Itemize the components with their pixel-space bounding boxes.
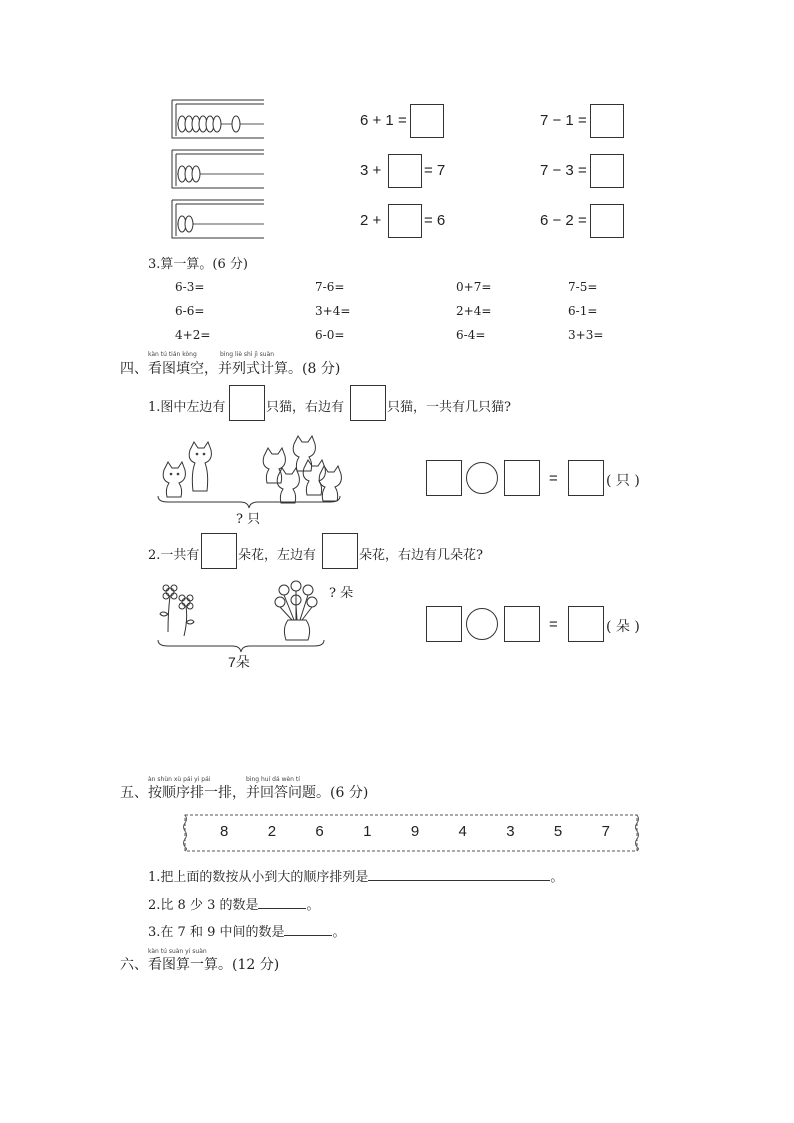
section-6-title: 六、看图算一算。(12 分) bbox=[120, 957, 280, 973]
question-text: 3.在 7 和 9 中间的数是 bbox=[148, 925, 285, 940]
answer-box[interactable] bbox=[350, 385, 386, 421]
pinyin-annotation: bìng liè shì jì suàn bbox=[220, 351, 275, 358]
strip-number: 2 bbox=[267, 823, 277, 840]
question-text: 只猫，一共有几只猫? bbox=[387, 400, 511, 415]
answer-box[interactable] bbox=[590, 154, 624, 188]
calc-item: 7-5= bbox=[568, 280, 598, 294]
unit-label: ( 朵 ) bbox=[606, 619, 640, 635]
abacus-icon bbox=[168, 98, 268, 140]
answer-box[interactable] bbox=[388, 204, 422, 238]
strip-number: 5 bbox=[553, 823, 563, 840]
answer-box[interactable] bbox=[568, 606, 604, 642]
strip-number: 8 bbox=[220, 823, 229, 840]
equation-text: 7 − 3 = bbox=[540, 162, 587, 179]
question-line bbox=[148, 894, 320, 913]
equation-text: 6 + 1 = bbox=[360, 112, 407, 129]
answer-box[interactable] bbox=[426, 606, 462, 642]
answer-box[interactable] bbox=[504, 606, 540, 642]
answer-blank[interactable] bbox=[368, 868, 550, 881]
answer-box[interactable] bbox=[229, 385, 265, 421]
abacus-icon bbox=[168, 198, 268, 240]
question-text: 1.图中左边有 bbox=[148, 400, 226, 415]
calc-item: 3+4= bbox=[315, 304, 351, 318]
calc-item: 6-0= bbox=[315, 328, 345, 342]
equals-sign: = bbox=[549, 470, 558, 487]
equation-text: 2 + bbox=[360, 212, 382, 229]
question-text: 朵花，左边有 bbox=[238, 548, 317, 563]
answer-box[interactable] bbox=[590, 104, 624, 138]
question-end: 。 bbox=[550, 870, 564, 885]
abacus-icon bbox=[168, 148, 268, 190]
answer-box[interactable] bbox=[322, 533, 358, 569]
calc-item: 2+4= bbox=[456, 304, 492, 318]
question-text: 只猫，右边有 bbox=[266, 400, 345, 415]
section-4-title: 四、看图填空，并列式计算。(8 分) bbox=[120, 361, 341, 377]
answer-box[interactable] bbox=[504, 460, 540, 496]
answer-box[interactable] bbox=[388, 154, 422, 188]
question-text: 1.把上面的数按从小到大的顺序排列是 bbox=[148, 870, 369, 885]
question-end: 。 bbox=[306, 898, 320, 913]
number-strip bbox=[220, 823, 610, 840]
strip-number: 7 bbox=[601, 823, 610, 840]
equation-text: = 7 bbox=[424, 162, 446, 179]
answer-box[interactable] bbox=[426, 460, 462, 496]
strip-number: 4 bbox=[458, 823, 467, 840]
unit-label: ( 只 ) bbox=[606, 473, 640, 489]
answer-box[interactable] bbox=[590, 204, 624, 238]
question-text: 2.比 8 少 3 的数是 bbox=[148, 898, 259, 913]
pinyin-annotation: kàn tú tián kòng bbox=[148, 351, 197, 358]
vase-label: ? 朵 bbox=[329, 586, 354, 601]
equation-text: 3 + bbox=[360, 162, 382, 179]
pinyin-annotation: kàn tú suàn yi suàn bbox=[148, 948, 207, 955]
answer-box[interactable] bbox=[410, 104, 444, 138]
equals-sign: = bbox=[549, 616, 558, 633]
equation-text: 6 − 2 = bbox=[540, 212, 587, 229]
strip-number: 6 bbox=[315, 823, 324, 840]
question-end: 。 bbox=[332, 925, 346, 940]
answer-blank[interactable] bbox=[258, 896, 306, 909]
answer-box[interactable] bbox=[201, 533, 237, 569]
section-5-title: 五、按顺序排一排，并回答问题。(6 分) bbox=[120, 785, 369, 801]
question-text: 朵花，右边有几朵花? bbox=[359, 548, 483, 563]
calc-item: 6-1= bbox=[568, 304, 598, 318]
calc-item: 4+2= bbox=[175, 328, 211, 342]
pinyin-annotation: bìng huí dá wèn tí bbox=[246, 776, 300, 783]
calc-item: 3+3= bbox=[568, 328, 604, 342]
strip-number: 9 bbox=[410, 823, 420, 840]
question-text: 2.一共有 bbox=[148, 548, 200, 563]
calc-item: 6-3= bbox=[175, 280, 205, 294]
brace-label: 7朵 bbox=[228, 654, 250, 670]
strip-number: 3 bbox=[506, 823, 515, 840]
calc-item: 7-6= bbox=[315, 280, 345, 294]
operator-circle[interactable] bbox=[466, 608, 498, 640]
question-line bbox=[148, 921, 346, 940]
pinyin-annotation: àn shùn xù pái yi pái bbox=[148, 776, 211, 783]
flowers-illustration bbox=[156, 580, 326, 644]
answer-blank[interactable] bbox=[284, 923, 332, 936]
equation-text: 7 − 1 = bbox=[540, 112, 587, 129]
calc-item: 6-6= bbox=[175, 304, 205, 318]
question-line bbox=[148, 866, 563, 885]
answer-box[interactable] bbox=[568, 460, 604, 496]
section-3-title: 3.算一算。(6 分) bbox=[148, 257, 248, 272]
brace-label: ? 只 bbox=[236, 512, 261, 527]
strip-number: 1 bbox=[363, 823, 372, 840]
calc-item: 6-4= bbox=[456, 328, 486, 342]
equation-text: = 6 bbox=[424, 212, 446, 229]
calc-item: 0+7= bbox=[456, 280, 492, 294]
operator-circle[interactable] bbox=[466, 462, 498, 494]
